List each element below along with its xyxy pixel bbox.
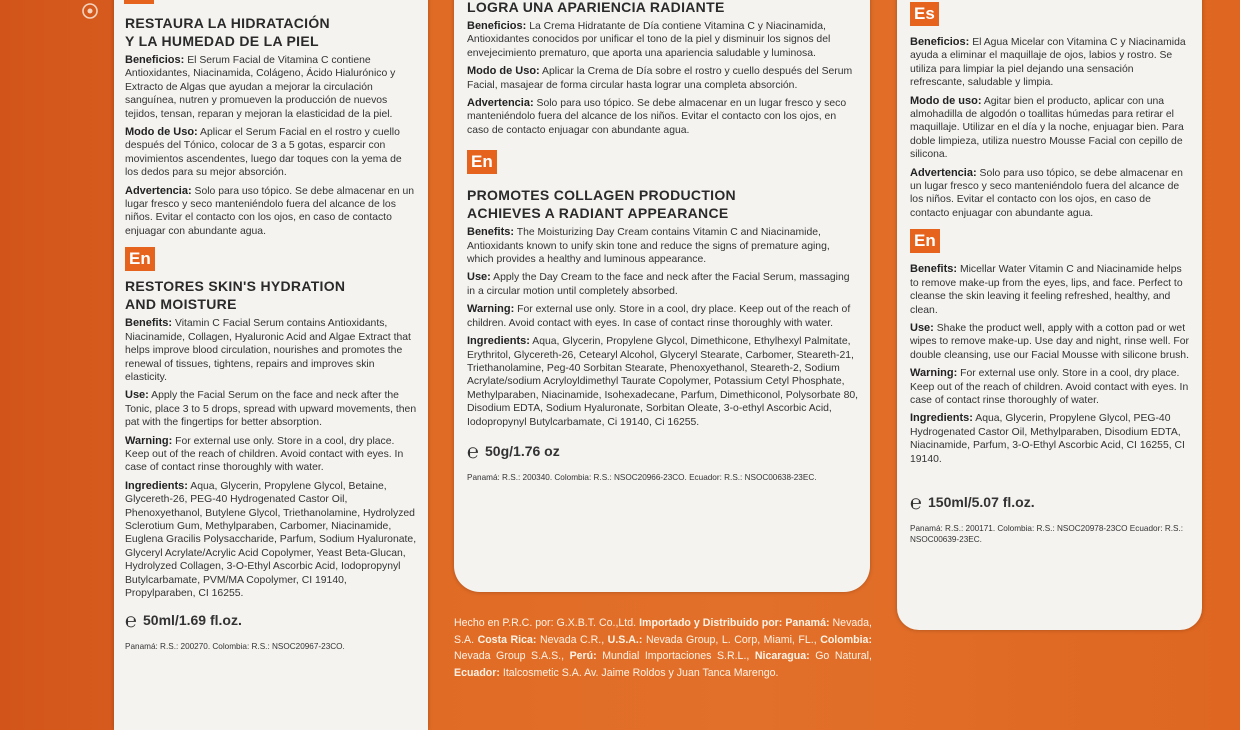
registration-info: Panamá: R.S.: 200340. Colombia: R.S.: NSOC20966-23CO. Ecuador: R.S.: NSOC00638-23EC. xyxy=(467,472,817,482)
es-usage: Modo de Uso: Aplicar la Crema de Día sobre el rostro y cuello después del Serum Facial, masajear de forma circular hasta lograr una completa absorción. xyxy=(467,65,853,91)
ingredients: Ingredients: Aqua, Glycerin, Propylene Glycol, Dimethicone, Ethylhexyl Palmitate, Erythritol, Glycereth-26, Cetearyl Alcohol, Glyceryl Stearate, Carbomer, Steareth-21, Triethanolamine, Peg-40 Sorbitan Stearate, Phenoxyethanol, Steareth-2, Sodium Acrylate/sodium Acryloyldimethyl Taurate Copolymer, Potassium Cetyl Phosphate, Methylparaben, Niacinamide, Isohexadecane, Parfum, Dimethiconol, Polysorbate 80, Disodium EDTA, Sodium Hyaluronate, Sorbitan Oleate, 3-o-ethyl Ascorbic Acid, Iodopropynyl Butylcarbamate, Ci 19140, Ci 16255. xyxy=(467,335,859,428)
en-title-line-2: AND MOISTURE xyxy=(125,296,237,313)
es-benefits: Beneficios: El Serum Facial de Vitamina C contiene Antioxidantes, Niacinamida, Colágeno, Ácido Hialurónico y Extracto de Algas que ayudan a mejorar la circulación sanguínea, nutren y promueven la producción de nuevos tejidos, tensan, reparan y mejoran la elasticidad de la piel. xyxy=(125,54,396,120)
es-warning: Advertencia: Solo para uso tópico. Se debe almacenar en un lugar fresco y seco manteniéndolo fuera del alcance de los niños. Evitar el contacto con los ojos, en caso de contacto enjuagar con abundante agua. xyxy=(467,97,847,136)
ingredients: Ingredients: Aqua, Glycerin, Propylene Glycol, Betaine, Glycereth-26, PEG-40 Hydrogenated Castor Oil, Phenoxyethanol, Butylene Glycol, Triethanolamine, Hydrolyzed Sclerotium Gum, Methylparaben, Carbomer, Niacinamide, Euglena Gracilis Polysaccharide, Parfum, Sodium Hyaluronate, Glyceryl Acrylate/Acrylic Acid Copolymer, Yeast Beta-Glucan, Hydrolyzed Collagen, 3-O-Ethyl Ascorbic Acid, Iodopropynyl Butylcarbamate, PVM/MA Copolymer, CI 19140, Propylparaben, CI 16255. xyxy=(125,479,417,599)
registration-info: Panamá: R.S.: 200171. Colombia: R.S.: NSOC20978-23CO Ecuador: R.S.: NSOC00639-23EC. xyxy=(910,523,1184,544)
en-badge: En xyxy=(467,150,497,174)
en-badge: En xyxy=(910,229,940,253)
en-usage: Use: Shake the product well, apply with a cotton pad or wet wipes to remove make-up. Use day and night, rinse well. For double cleansing, use our Facial Mousse with silicone brush. xyxy=(910,321,1189,361)
es-warning: Advertencia: Solo para uso tópico, se debe almacenar en un lugar fresco y seco manteniéndolo fuera del alcance de los niños. Evitar el contacto con los ojos, en caso de contacto enjuagar con abundante agua. xyxy=(910,166,1183,219)
en-benefits: Benefits: Vitamin C Facial Serum contains Antioxidants, Niacinamide, Collagen, Hyaluronic Acid and Algae Extract that helps improve blood circulation, nourishes and promotes the renewal of tissues, tightens, repairs and improves skin elasticity. xyxy=(125,317,411,383)
estimated-sign-icon: ℮ xyxy=(125,610,138,633)
es-benefits: Beneficios: La Crema Hidratante de Día contiene Vitamina C y Niacinamida, Antioxidantes conocidos por unificar el tono de la piel y disminuir los signos del envejecimiento prematuro, que aporta una apariencia saludable y luminosa. xyxy=(467,20,831,59)
en-title-line-2: ACHIEVES A RADIANT APPEARANCE xyxy=(467,205,729,222)
ingredients: Ingredients: Aqua, Glycerin, Propylene Glycol, PEG-40 Hydrogenated Castor Oil, Methylparaben, Disodium EDTA, Niacinamide, Parfum, 3-O-Ethyl Ascorbic Acid, CI 16255, CI 19140. xyxy=(910,412,1185,465)
en-warning: Warning: For external use only. Store in a cool, dry place. Keep out of the reach of children. Avoid contact with eyes. In case of contact rinse thoroughly with water. xyxy=(125,434,404,474)
corner-mark-icon xyxy=(80,2,100,20)
es-title: LOGRA UNA APARIENCIA RADIANTE xyxy=(467,0,725,15)
micellar-water-label-panel xyxy=(897,0,1202,630)
serum-label-panel xyxy=(114,0,428,730)
en-badge: En xyxy=(125,247,155,271)
es-title-line-2: Y LA HUMEDAD DE LA PIEL xyxy=(125,33,319,49)
registration-info: Panamá: R.S.: 200270. Colombia: R.S.: NSOC20967-23CO. xyxy=(125,642,345,652)
en-title-line-1: PROMOTES COLLAGEN PRODUCTION xyxy=(467,187,736,204)
net-content: ℮ 50g/1.76 oz xyxy=(467,440,560,463)
es-badge-partial xyxy=(124,0,154,4)
en-benefits: Benefits: Micellar Water Vitamin C and Niacinamide helps to remove make-up from the eyes, lips, and face. Perfect to cleanse the skin leaving it feeling refreshed, healthy, and clean. xyxy=(910,263,1183,316)
net-content: ℮ 50ml/1.69 fl.oz. xyxy=(125,610,242,633)
distributor-info: Hecho en P.R.C. por: G.X.B.T. Co.,Ltd. Importado y Distribuido por: Panamá: Nevada, S.A. Costa Rica: Nevada C.R., U.S.A.: Nevada Group, L. Corp, Miami, FL., Colombia: Nevada Group S.A.S., Perú: Mundial Importaciones S.R.L., Nicaragua: Go Natural, Ecuador: Italcosmetic S.A. Av. Jaime Roldos y Juan Tanca Marengo. xyxy=(454,617,872,679)
es-benefits: Beneficios: El Agua Micelar con Vitamina C y Niacinamida ayuda a eliminar el maquillaje de ojos, labios y rostro. Se utiliza para limpiar la piel dejando una sensación refrescante, saludable y limpia. xyxy=(910,36,1186,89)
en-warning: Warning: For external use only. Store in a cool, dry place. Keep out of the reach of children. Avoid contact with eyes. In case of contact rinse thoroughly with water. xyxy=(467,303,851,329)
estimated-sign-icon: ℮ xyxy=(910,491,923,514)
es-usage: Modo de Uso: Aplicar el Serum Facial en el rostro y cuello después del Tónico, colocar de 3 a 5 gotas, esparcir con movimientos ascendentes, luego dar toques con la yema de los dedos para su mejor absorción. xyxy=(125,126,402,179)
es-usage: Modo de uso: Agitar bien el producto, aplicar con una almohadilla de algodón o toallitas húmedas para retirar el maquillaje. Utilizar en el día y la noche, enjuagar bien. Para doble limpieza, utiliza nuestro Mousse Facial con cepillo de silicona. xyxy=(910,94,1184,161)
en-usage: Use: Apply the Day Cream to the face and neck after the Facial Serum, massaging in a circular motion until completely absorbed. xyxy=(467,271,850,297)
day-cream-label-panel xyxy=(454,0,870,592)
es-title-line-1: RESTAURA LA HIDRATACIÓN xyxy=(125,15,330,31)
net-content: ℮ 150ml/5.07 fl.oz. xyxy=(910,491,1035,514)
es-badge: Es xyxy=(910,2,939,26)
en-benefits: Benefits: The Moisturizing Day Cream contains Vitamin C and Niacinamide, Antioxidants known to unify skin tone and reduce the signs of premature aging, which provides a healthy and luminous appearance. xyxy=(467,226,830,266)
estimated-sign-icon: ℮ xyxy=(467,440,480,463)
en-usage: Use: Apply the Facial Serum on the face and neck after the Tonic, place 3 to 5 drops, spread with upward movements, then pat with the fingertips for better absorption. xyxy=(125,389,417,429)
en-warning: Warning: For external use only. Store in a cool, dry place. Keep out of the reach of children. Avoid contact with eyes. In case of contact rinse thoroughly of water. xyxy=(910,367,1189,406)
en-title-line-1: RESTORES SKIN'S HYDRATION xyxy=(125,278,346,295)
es-warning: Advertencia: Solo para uso tópico. Se debe almacenar en un lugar fresco y seco manteniéndolo fuera del alcance de los niños. Evitar el contacto con los ojos, en caso de contacto enjuagar con abundante agua. xyxy=(125,184,415,237)
